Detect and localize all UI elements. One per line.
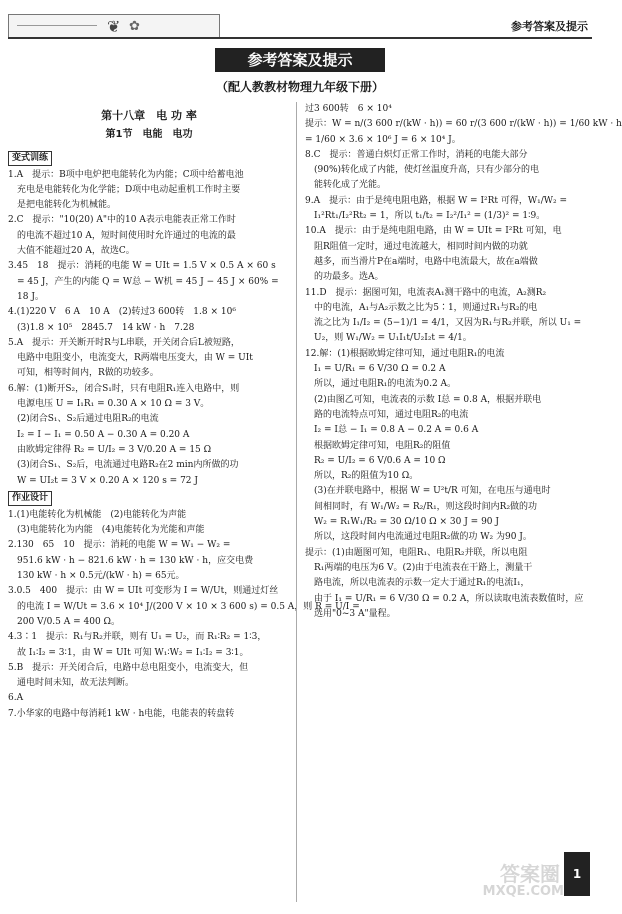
answer-line: 9.A 提示：由于是纯电阻电路，根据 W = I²Rt 可得，W₁/W₂ =: [305, 195, 568, 206]
column-divider: [296, 102, 297, 902]
answer-line: 的电流 I = W/Ut = 3.6 × 10⁴ J/(200 V × 10 × 3 600 s) = 0.5 A，则 R = U/I =: [8, 601, 360, 612]
answer-line: R₁两端的电压为6 V。(2)由于电流表在干路上，测量干: [305, 562, 533, 573]
answer-line: 电源电压 U = I₁R₁ = 0.30 A × 10 Ω = 3 V。: [8, 399, 210, 410]
answer-line: 阻R阻值一定时，通过电流越大，相同时间内做的功就: [305, 241, 528, 252]
answer-line: W₂ = R₁W₁/R₂ = 30 Ω/10 Ω × 30 J = 90 J: [305, 517, 499, 528]
answer-line: 路电流，所以电流表的示数一定大于通过R₁的电流I₁，: [305, 578, 530, 589]
page-title: 参考答案及提示: [215, 48, 385, 72]
answer-line: 由于 I₁ = U/R₁ = 6 V/30 Ω = 0.2 A，所以读取电流表数值时，应: [305, 593, 584, 604]
answer-line: I₁²Rt₁/I₂²Rt₂ = 1，所以 t₁/t₂ = I₂²/I₁² = (1/3)² = 1∶9。: [305, 211, 546, 222]
answer-line: (3)在并联电路中，根据 W = U²t/R 可知，在电压与通电时: [305, 486, 551, 497]
answer-line: 是把电能转化为机械能。: [8, 200, 117, 211]
page-number: 1: [564, 852, 590, 896]
logo-decoration-line: [17, 25, 97, 26]
chapter-title: 第十八章 电 功 率: [101, 109, 197, 122]
answer-line: 所以，这段时间内电流通过电阻R₂做的功 W₂ 为90 J。: [305, 532, 532, 543]
answer-line: 的电流不超过10 A，短时间使用时允许通过的电流的最: [8, 230, 236, 241]
answer-line: (2)由图乙可知，电流表的示数 I总 = 0.8 A，根据并联电: [305, 394, 542, 405]
answer-line: 通电时间未知，故无法判断。: [8, 678, 135, 689]
answer-line: 提示：(1)由题图可知，电阻R₁、电阻R₂并联，所以电阻: [305, 547, 528, 558]
answer-line: 2.C 提示："10(20) A"中的10 A表示电能表正常工作时: [8, 215, 236, 226]
answer-line: 3.0.5 400 提示：由 W = UIt 可变形为 I = W/Ut，则通过灯丝: [8, 586, 279, 597]
tag-variant-training: 变式训练: [8, 151, 52, 166]
page-header: [0, 0, 600, 40]
answer-line: = 1/60 × 3.6 × 10⁶ J = 6 × 10⁴ J。: [305, 134, 461, 145]
header-logo: [8, 14, 220, 38]
answer-line: 越多，而当滑片P在a端时，电路中电流最大，故在a端做: [305, 256, 538, 267]
answer-line: 4.3∶1 提示：R₁与R₂并联，则有 U₁ = U₂，而 R₁∶R₂ = 1∶3，: [8, 632, 267, 643]
butterfly-icon: ❦: [107, 17, 121, 36]
answer-line: 11.D 提示：据图可知，电流表A₁测干路中的电流，A₂测R₂: [305, 287, 547, 298]
answer-line: I₁ = U/R₁ = 6 V/30 Ω = 0.2 A: [305, 364, 446, 375]
answer-line: 2.130 65 10 提示：消耗的电能 W = W₁ − W₂ =: [8, 540, 231, 551]
answer-line: 3.45 18 提示：消耗的电能 W = UIt = 1.5 V × 0.5 A × 60 s: [8, 261, 276, 272]
answer-line: 能转化成了光能。: [305, 180, 387, 191]
right-column: [305, 102, 622, 622]
answer-line: 的功最多。选A。: [305, 272, 384, 283]
right-answers: [305, 102, 622, 622]
answer-line: 过3 600转 6 × 10⁴: [305, 104, 392, 114]
answer-line: 提示：W = n/(3 600 r/(kW · h)) = 60 r/(3 600 r/(kW · h)) = 1/60 kW · h: [305, 119, 622, 130]
answer-line: 7.小华家的电路中每消耗1 kW · h电能，电能表的转盘转: [8, 708, 235, 719]
watermark-url: MXQE.COM: [482, 884, 564, 899]
answer-line: 流之比为 I₁/I₂ = (5−1)/1 = 4/1，又因为R₁与R₂并联，所以 U₁ =: [305, 318, 582, 329]
answer-line: 电路中电阻变小，电流变大，R两端电压变大，由 W = UIt: [8, 353, 253, 364]
header-rule: [8, 37, 592, 39]
answer-line: 6.解：(1)断开S₂，闭合S₁时，只有电阻R₁连入电路中，则: [8, 383, 240, 394]
answer-line: 路的电流特点可知，通过电阻R₂的电流: [305, 409, 469, 420]
answer-line: 5.A 提示：开关断开时R与L串联，开关闭合后L被短路，: [8, 337, 240, 348]
answer-line: 中的电流，A₁与A₂示数之比为5∶1，则通过R₁与R₂的电: [305, 302, 538, 313]
answer-line: W = UI₂t = 3 V × 0.20 A × 120 s = 72 J: [8, 475, 198, 486]
answer-line: 10.A 提示：由于是纯电阻电路，由 W = UIt = I²Rt 可知，电: [305, 226, 562, 237]
answer-line: I₂ = I − I₁ = 0.50 A − 0.30 A = 0.20 A: [8, 429, 190, 440]
answer-line: 1.A 提示：B项中电炉把电能转化为内能；C项中给蓄电池: [8, 169, 244, 180]
answer-line: 所以，R₂的阻值为10 Ω。: [305, 471, 419, 482]
answer-line: 4.(1)220 V 6 A 10 A (2)转过3 600转 1.8 × 10⁶: [8, 307, 236, 318]
answer-line: 大值不能超过20 A，故选C。: [8, 246, 135, 257]
answer-line: 951.6 kW · h − 821.6 kW · h = 130 kW · h，应交电费: [8, 555, 254, 566]
left-answers-variant: [8, 168, 290, 489]
answer-line: 200 V/0.5 A = 400 Ω。: [8, 616, 121, 627]
answer-line: I₂ = I总 − I₁ = 0.8 A − 0.2 A = 0.6 A: [305, 425, 479, 436]
butterfly-small-icon: ✿: [129, 19, 140, 34]
answer-line: = 45 J，产生的内能 Q = W总 − W机 = 45 J − 45 J × 60% =: [8, 276, 279, 287]
answer-line: (3)闭合S₁、S₂后，电流通过电路R₂在2 min内所做的功: [8, 460, 239, 471]
answer-line: R₂ = U/I₂ = 6 V/0.6 A = 10 Ω: [305, 455, 446, 466]
answer-line: 8.C 提示：普通白炽灯正常工作时，消耗的电能大部分: [305, 149, 528, 160]
answer-line: 选用"0~3 A"量程。: [305, 608, 396, 619]
answer-line: 间相同时，有 W₁/W₂ = R₂/R₁，则这段时间内R₂做的功: [305, 501, 538, 512]
answer-line: 所以，通过电阻R₁的电流为0.2 A。: [305, 379, 457, 390]
answer-line: (3)1.8 × 10⁵ 2845.7 14 kW · h 7.28: [8, 322, 195, 333]
watermark-logo: 答案圈: [500, 862, 560, 886]
answer-line: 5.B 提示：开关闭合后，电路中总电阻变小，电流变大，但: [8, 662, 249, 673]
answer-line: U₂，则 W₁/W₂ = U₁I₁t/U₂I₂t = 4/1。: [305, 333, 472, 344]
answer-line: (90%)转化成了内能，使灯丝温度升高，只有少部分的电: [305, 165, 540, 176]
answer-line: 6.A: [8, 693, 24, 704]
header-section-title: 参考答案及提示: [511, 20, 588, 33]
answer-line: 故 I₁∶I₂ = 3∶1，由 W = UIt 可知 W₁∶W₂ = I₁∶I₂ = 3∶1。: [8, 647, 249, 658]
section-title: 第1节 电能 电功: [105, 129, 193, 141]
answer-line: 130 kW · h × 0.5元/(kW · h) = 65元。: [8, 571, 185, 582]
answer-line: 由欧姆定律得 R₂ = U/I₂ = 3 V/0.20 A = 15 Ω: [8, 444, 212, 455]
answer-line: 18 J。: [8, 291, 44, 302]
tag-homework: 作业设计: [8, 491, 52, 506]
answer-line: (3)电能转化为内能 (4)电能转化为光能和声能: [8, 525, 205, 536]
answer-line: 充电是电能转化为化学能；D项中电动起重机工作时主要: [8, 184, 241, 195]
answer-line: 1.(1)电能转化为机械能 (2)电能转化为声能: [8, 509, 187, 520]
answer-line: (2)闭合S₁、S₂后通过电阻R₂的电流: [8, 414, 159, 425]
answer-line: 根据欧姆定律可知，电阻R₂的阻值: [305, 440, 451, 451]
page-subtitle: （配人教教材物理九年级下册）: [215, 80, 384, 94]
answer-line: 可知，相等时间内，R做的功较多。: [8, 368, 159, 379]
answer-line: 12.解：(1)根据欧姆定律可知，通过电阻R₁的电流: [305, 348, 505, 359]
